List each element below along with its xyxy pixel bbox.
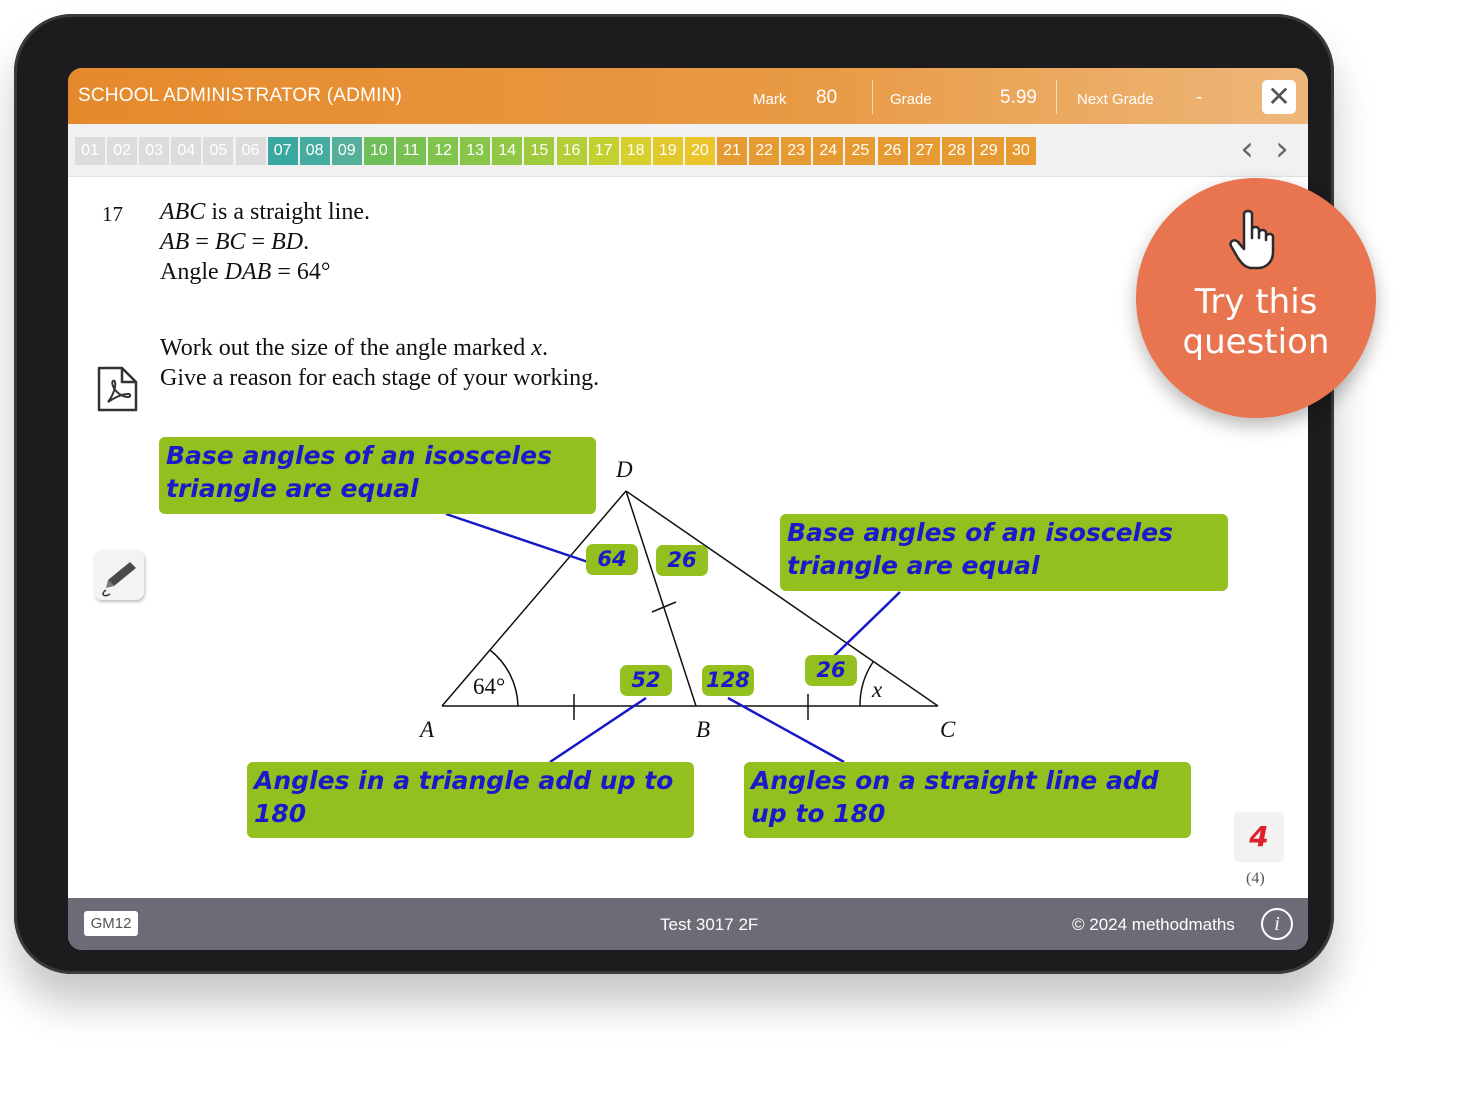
question-number-tab[interactable]: 11 [396,137,426,165]
answer-angle-dbc[interactable]: 128 [702,665,754,696]
question-number-tab[interactable]: 18 [621,137,651,165]
pointer-line [446,514,588,562]
marks-awarded[interactable]: 4 [1234,812,1284,862]
question-number-tab[interactable]: 17 [589,137,619,165]
math-var: ABC [160,199,206,225]
question-number-tab[interactable]: 01 [75,137,105,165]
hand-pointer-icon [1228,208,1284,272]
pointer-line [550,698,646,762]
question-number-tab[interactable]: 14 [492,137,522,165]
bottom-footer [68,898,1308,950]
full-stop: . [303,229,310,255]
question-number-tab[interactable]: 13 [460,137,490,165]
answer-angle-dcb[interactable]: 26 [805,655,857,686]
equals-sign: = [245,229,272,255]
close-icon: ✕ [1267,80,1291,113]
question-number-tab[interactable]: 06 [236,137,266,165]
next-grade-value: - [1196,87,1203,108]
reason-callout-straight-line: Angles on a straight line add up to 180 [744,762,1191,838]
math-var: BC [214,229,246,255]
answer-angle-abd[interactable]: 52 [620,665,672,696]
math-var: AB [160,229,190,255]
question-number: 17 [102,202,123,226]
question-text: is a straight line. [205,199,370,225]
question-number-tab[interactable]: 27 [910,137,940,165]
vertex-label-d: D [616,457,633,482]
question-number-tab[interactable]: 12 [428,137,458,165]
math-var: BD [271,229,304,255]
question-number-tab[interactable]: 25 [845,137,875,165]
grade-value: 5.99 [1000,87,1037,108]
test-name: Test 3017 2F [660,915,759,934]
question-number-tab[interactable]: 22 [749,137,779,165]
question-number-tab[interactable]: 05 [203,137,233,165]
grade-label: Grade [890,91,932,108]
question-number-tab[interactable]: 02 [107,137,137,165]
angle-label-x: x [872,677,883,702]
chevron-left-icon: ‹ [1240,129,1254,169]
try-this-question-label: Try this question [1182,282,1330,362]
question-number-tab[interactable]: 08 [300,137,330,165]
reason-callout-isosceles-2: Base angles of an isosceles triangle are equal [780,514,1228,591]
question-number-tab[interactable]: 24 [813,137,843,165]
question-number-tab[interactable]: 20 [685,137,715,165]
math-var: x [531,335,542,361]
copyright-text: © 2024 methodmaths [1072,915,1235,934]
question-number-tab[interactable]: 03 [139,137,169,165]
angle-label-a: 64° [473,674,506,699]
topic-code-badge: GM12 [84,911,138,936]
vertex-label-a: A [420,717,435,742]
next-grade-label: Next Grade [1077,91,1154,108]
question-number-tab[interactable]: 07 [268,137,298,165]
question-line-5: Give a reason for each stage of your working. [160,365,600,391]
question-text: = 64° [271,259,331,285]
chevron-right-icon: › [1275,129,1289,169]
tick-mark [652,602,676,612]
marks-total: (4) [1246,870,1265,887]
question-number-tab[interactable]: 09 [332,137,362,165]
question-number-tab[interactable]: 29 [974,137,1004,165]
math-var: DAB [224,259,272,285]
question-number-tab[interactable]: 10 [364,137,394,165]
question-number-tab[interactable]: 28 [942,137,972,165]
reason-callout-triangle-sum: Angles in a triangle add up to 180 [247,762,694,838]
question-number-tab[interactable]: 26 [878,137,908,165]
question-text: Work out the size of the angle marked [160,335,532,361]
question-number-tab[interactable]: 04 [171,137,201,165]
pointer-line [728,698,844,762]
answer-angle-dab-top[interactable]: 64 [586,544,638,575]
equals-sign: = [189,229,215,255]
question-number-tab[interactable]: 15 [524,137,554,165]
pointer-line [832,592,900,658]
app-screen [68,68,1308,950]
full-stop: . [541,335,548,361]
mark-label: Mark [753,91,787,108]
try-this-question-button[interactable] [1136,178,1376,418]
question-number-tab[interactable]: 23 [781,137,811,165]
question-text: Angle [160,259,225,285]
reason-callout-isosceles-1: Base angles of an isosceles triangle are equal [159,437,596,514]
answer-angle-bdc[interactable]: 26 [656,545,708,576]
info-icon[interactable]: i [1261,908,1293,940]
vertex-label-c: C [940,717,956,742]
question-number-tab[interactable]: 16 [557,137,587,165]
question-number-tab[interactable]: 30 [1006,137,1036,165]
tablet-frame [14,14,1334,974]
vertex-label-b: B [696,717,711,742]
question-number-tab[interactable]: 19 [653,137,683,165]
question-number-tab[interactable]: 21 [717,137,747,165]
user-role-title: SCHOOL ADMINISTRATOR (ADMIN) [78,85,403,106]
mark-value: 80 [816,87,838,108]
